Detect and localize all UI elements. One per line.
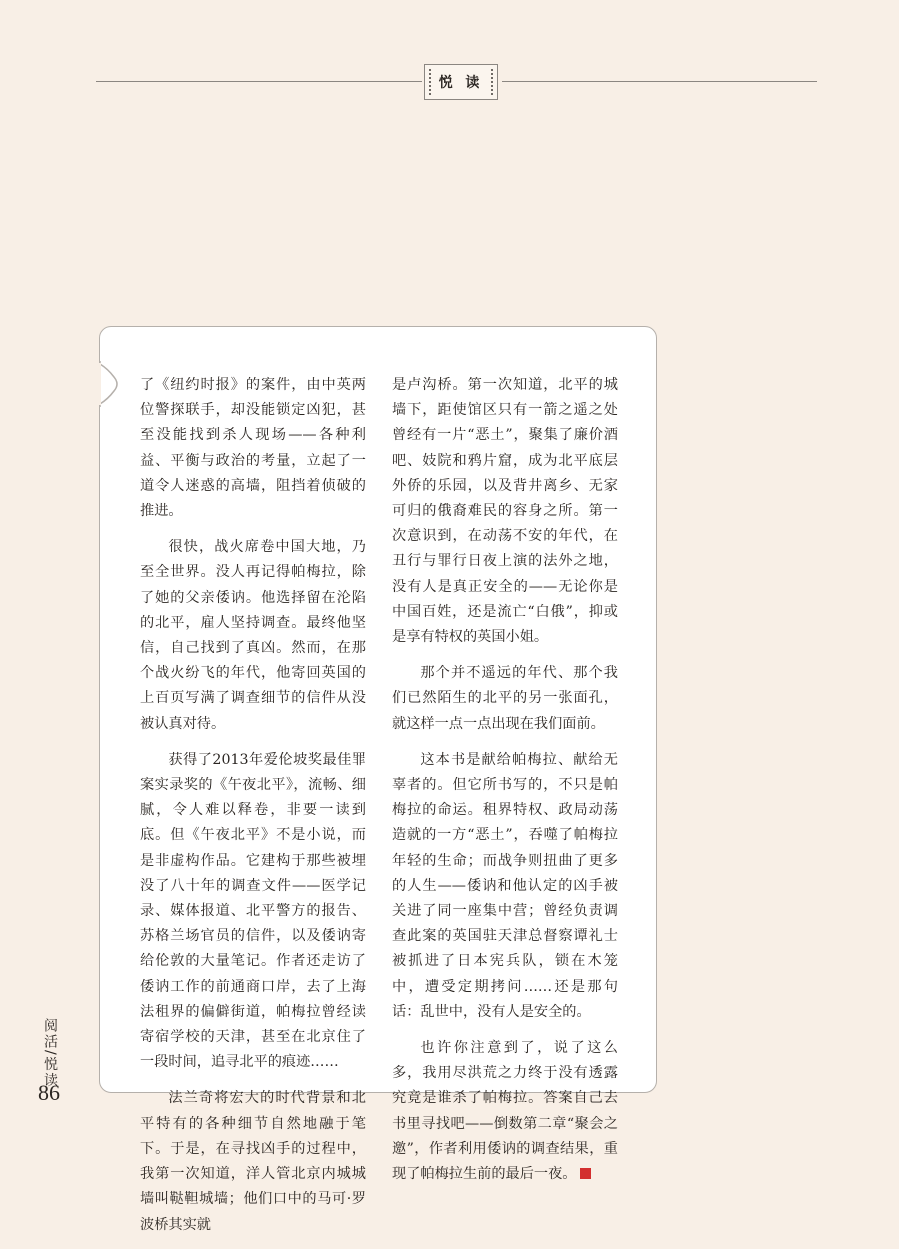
article-column-right: [392, 373, 618, 1198]
section-title: 悦 读: [438, 75, 484, 91]
article-paragraph-text: 也许你注意到了，说了这么多，我用尽洪荒之力终于没有透露究竟是谁杀了帕梅拉。答案自己去书里寻找吧——倒数第二章“聚会之邀”，作者利用倭讷的调查结果，重现了帕梅拉生前的最后一夜。: [392, 1040, 618, 1183]
article-paragraph: 是卢沟桥。第一次知道，北平的城墙下，距使馆区只有一箭之遥之处曾经有一片“恶土”，聚集了廉价酒吧、妓院和鸦片窟，成为北平底层外侨的乐园，以及背井离乡、无家可归的俄裔难民的容身之所。第一次意识到，在动荡不安的年代，在丑行与罪行日夜上演的法外之地，没有人是真正安全的——无论你是中国百姓，还是流亡“白俄”，抑或是享有特权的英国小姐。: [392, 377, 618, 646]
section-header: [424, 64, 498, 100]
article-paragraph: 法兰奇将宏大的时代背景和北平特有的各种细节自然地融于笔下。于是，在寻找凶手的过程中，我第一次知道，洋人管北京内城城墙叫鞑靼城墙；他们口中的马可·罗波桥其实就: [140, 1090, 366, 1233]
article-paragraph: 这本书是献给帕梅拉、献给无辜者的。但它所书写的，不只是帕梅拉的命运。租界特权、政局动荡造就的一方“恶土”，吞噬了帕梅拉年轻的生命；而战争则扭曲了更多的人生——倭讷和他认定的凶手被关进了同一座集中营；曾经负责调查此案的英国驻天津总督察谭礼士被抓进了日本宪兵队，锁在木笼中，遭受定期拷问……还是那句话：乱世中，没有人是安全的。: [392, 751, 618, 1020]
header-rule-left: [96, 81, 422, 82]
article-paragraph: 那个并不遥远的年代、那个我们已然陌生的北平的另一张面孔，就这样一点一点出现在我们面前。: [392, 665, 618, 732]
column-label: 阅活/悦读: [42, 1018, 58, 1089]
article-paragraph: 很快，战火席卷中国大地，乃至全世界。没人再记得帕梅拉，除了她的父亲倭讷。他选择留在沦陷的北平，雇人坚持调查。最终他坚信，自己找到了真凶。然而，在那个战火纷飞的年代，他寄回英国的上百页写满了调查细节的信件从没被认真对待。: [140, 539, 366, 732]
end-of-article-mark: [580, 1168, 591, 1179]
section-header-frame: [429, 69, 493, 95]
article-paragraph-last: [392, 1036, 618, 1187]
page-number: 86: [38, 1080, 60, 1105]
article-paragraph: 了《纽约时报》的案件，由中英两位警探联手，却没能锁定凶犯，甚至没能找到杀人现场——各种利益、平衡与政治的考量，立起了一道令人迷惑的高墙，阻挡着侦破的推进。: [140, 377, 366, 520]
card-notch-arrow: [96, 361, 140, 407]
header-rule-right: [502, 81, 817, 82]
article-paragraph: 获得了2013年爱伦坡奖最佳罪案实录奖的《午夜北平》，流畅、细腻，令人难以释卷，非要一读到底。但《午夜北平》不是小说，而是非虚构作品。它建构于那些被埋没了八十年的调查文件——医学记录、媒体报道、北平警方的报告、苏格兰场官员的信件，以及倭讷寄给伦敦的大量笔记。作者还走访了倭讷工作的前通商口岸，去了上海法租界的偏僻街道，帕梅拉曾经读寄宿学校的天津，甚至在北京住了一段时间，追寻北平的痕迹……: [140, 751, 366, 1071]
article-column-left: [140, 373, 366, 1249]
